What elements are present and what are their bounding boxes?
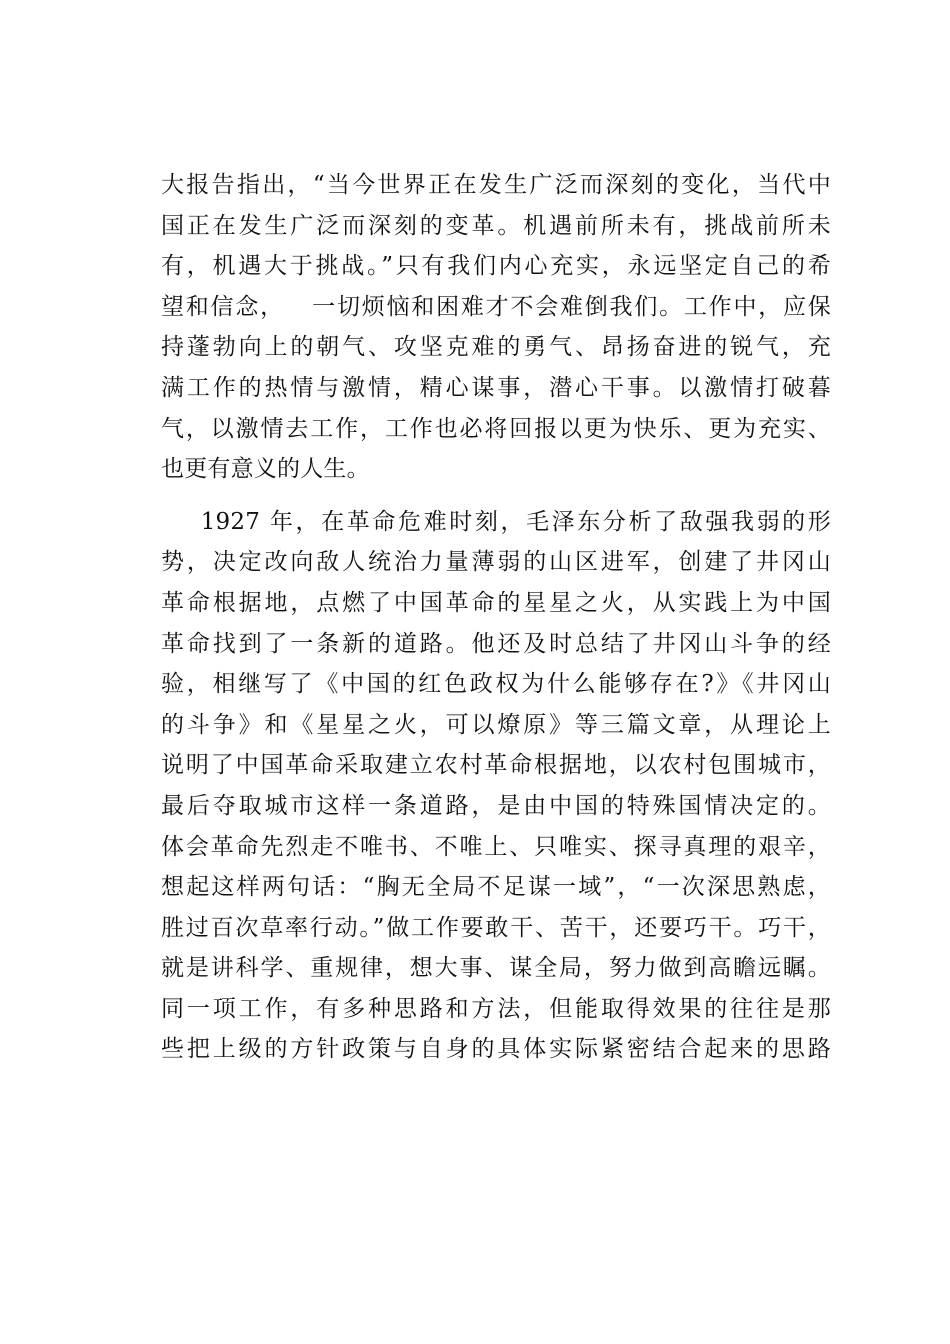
text-line: 势，决定改向敌人统治力量薄弱的山区进军，创建了井冈山: [161, 549, 831, 576]
text-line: 就是讲科学、重规律，想大事、谋全局，努力做到高瞻远瞩。: [161, 955, 831, 982]
paragraph-2: [161, 502, 831, 1070]
text-line: 说明了中国革命采取建立农村革命根据地，以农村包围城市，: [161, 752, 831, 779]
text-line: 望和信念， 一切烦恼和困难才不会难倒我们。工作中，应保: [161, 293, 831, 320]
document-body: [161, 165, 831, 1070]
text-line: 大报告指出，“当今世界正在发生广泛而深刻的变化，当代中: [161, 172, 831, 198]
text-line: 些把上级的方针政策与自身的具体实际紧密结合起来的思路: [161, 1036, 831, 1063]
text-line: 也更有意义的人生。: [161, 456, 370, 483]
text-line: 气，以激情去工作，工作也必将回报以更为快乐、更为充实、: [161, 415, 831, 442]
text-line: 的斗争》和《星星之火，可以燎原》等三篇文章，从理论上: [161, 711, 831, 738]
text-line: 持蓬勃向上的朝气、攻坚克难的勇气、昂扬奋进的锐气，充: [161, 334, 831, 361]
paragraph-1: [161, 165, 831, 490]
text-line: 胜过百次草率行动。”做工作要敢干、苦干，还要巧干。巧干，: [161, 914, 831, 941]
paragraph-gap: [161, 490, 831, 502]
text-line: 满工作的热情与激情，精心谋事，潜心干事。以激情打破暮: [161, 374, 831, 401]
text-line: 最后夺取城市这样一条道路，是由中国的特殊国情决定的。: [161, 792, 831, 819]
text-line: 有，机遇大于挑战。”只有我们内心充实，永远坚定自己的希: [161, 253, 831, 280]
text-line: 体会革命先烈走不唯书、不唯上、只唯实、探寻真理的艰辛，: [161, 833, 831, 860]
text-line: 同一项工作，有多种思路和方法，但能取得效果的往往是那: [161, 995, 831, 1022]
text-line: 想起这样两句话：“胸无全局不足谋一域”，“一次深思熟虑，: [161, 874, 831, 901]
text-line: 革命根据地，点燃了中国革命的星星之火，从实践上为中国: [161, 589, 831, 616]
text-line: 1927 年，在革命危难时刻，毛泽东分析了敌强我弱的形: [161, 508, 831, 535]
text-line: 革命找到了一条新的道路。他还及时总结了井冈山斗争的经: [161, 630, 831, 657]
text-line: 国正在发生广泛而深刻的变革。机遇前所未有，挑战前所未: [161, 212, 831, 239]
text-line: 验，相继写了《中国的红色政权为什么能够存在?》《井冈山: [161, 671, 831, 698]
